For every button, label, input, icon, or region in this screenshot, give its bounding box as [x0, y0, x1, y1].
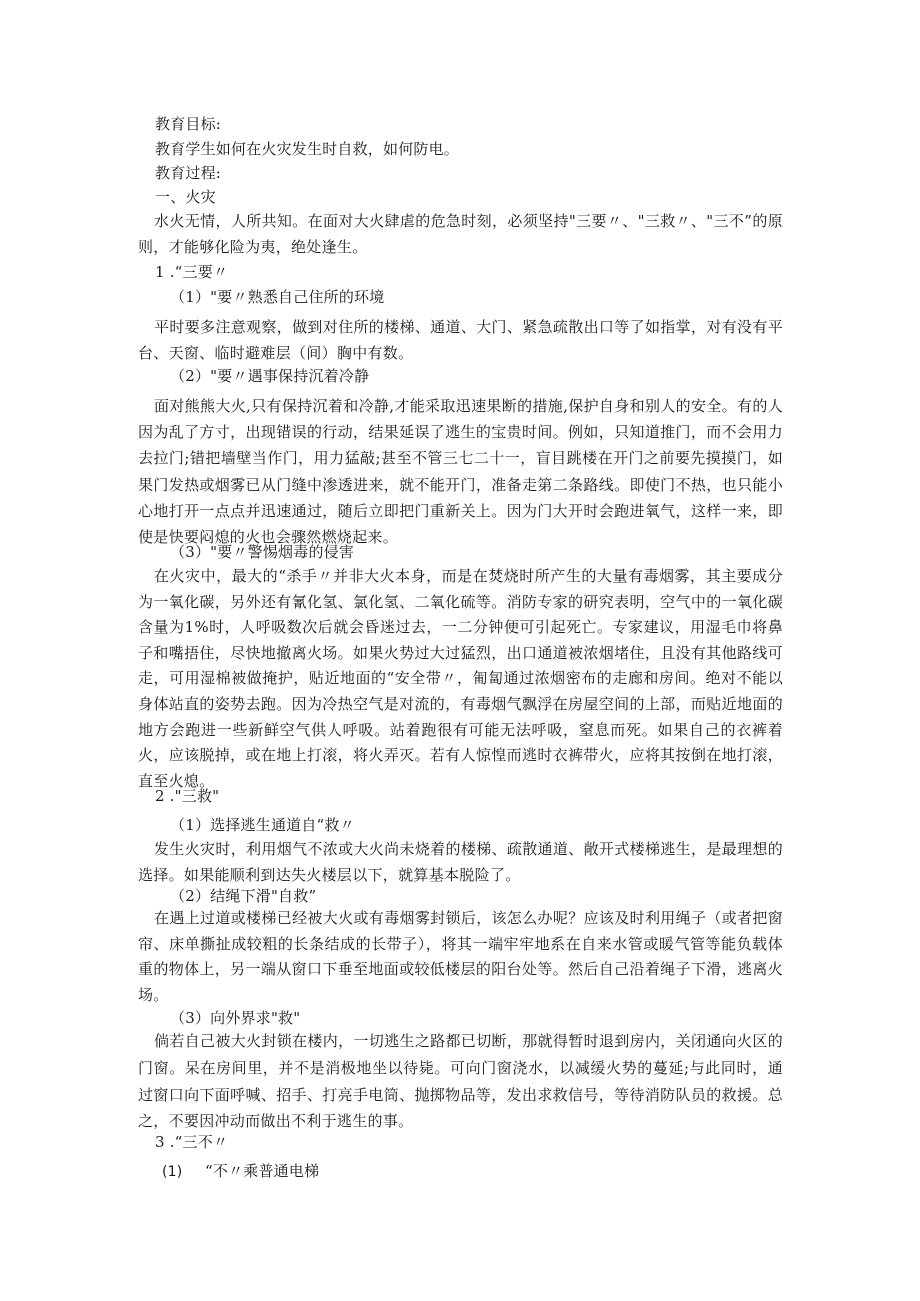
rescue-item-1-title: （1）选择逃生通道自“救〃 — [170, 816, 355, 834]
rescue-item-2-title: （2）结绳下滑"自救” — [170, 887, 317, 905]
rescue-item-2-text: 在遇上过道或楼梯已经被大火或有毒烟雾封锁后，该怎么办呢？应该及时利用绳子（或者把窗帘、床单撕扯成较粗的长条结成的长带子），将其一端牢牢地系在自来水管或暖气管等能负载体重的物体上，另一端从窗口下垂至地面或较低楼层的阳台处等。然后自己沿着绳子下滑，逃离火场。 — [138, 909, 783, 1004]
must-item-2-title: （2）"要〃遇事保持沉着冷静 — [170, 367, 370, 385]
must-item-3-text: 在火灾中，最大的“杀手〃并非大火本身，而是在焚烧时所产生的大量有毒烟雾，其主要成分为一氧化碳，另外还有氰化氢、氯化氢、二氧化硫等。消防专家的研究表明，空气中的一氧化碳含量为1%时，人呼吸数次后就会昏迷过去，一二分钟便可引起死亡。专家建议，用湿毛巾将鼻子和嘴捂住，尽快地撤离火场。如果火势过大过猛烈，出口通道被浓烟堵住，且没有其他路线可走，可用湿棉被做掩护，贴近地面的“安全带〃，匍匐通过浓烟密布的走廊和房间。绝对不能以身体站直的姿势去跑。因为冷热空气是对流的，有毒烟气飘浮在房屋空间的上部，而贴近地面的地方会跑进一些新鲜空气供人呼吸。站着跑很有可能无法呼吸，窒息而死。如果自己的衣裤着火，应该脱掉，或在地上打滚，将火弄灭。若有人惊惶而逃时衣裤带火，应将其按倒在地打滚，直至火熄。 — [138, 567, 783, 790]
must-item-2-text: 面对熊熊大火,只有保持沉着和冷静,才能采取迅速果断的措施,保护自身和别人的安全。有的人因为乱了方寸，出现错误的行动，结果延误了逃生的宝贵时间。例如，只知道推门，而不会用力去拉门;错把墙壁当作门，用力猛敲;甚至不管三七二十一，盲目跳楼在开门之前要先摸摸门，如果门发热或烟雾已从门缝中渗透进来，就不能开门，准备走第二条路线。即使门不热，也只能小心地打开一点点并迅速通过，随后立即把门重新关上。因为门大开时会跑进氧气，这样一来，即使是快要闷熄的火也会骤然燃烧起来。 — [138, 397, 783, 547]
intro-paragraph: 水火无情，人所共知。在面对大火肆虐的危急时刻，必须坚持"三要〃、"三救〃、"三不”的原则，才能够化险为夷，绝处逢生。 — [138, 212, 783, 257]
not-item-1-title: “不〃乘普通电梯 — [205, 1162, 320, 1180]
section-fire-heading: 一、火灾 — [155, 188, 216, 206]
rescue-item-3-title: （3）向外界求"救" — [170, 1009, 301, 1027]
must-item-1-text: 平时要多注意观察，做到对住所的楼梯、通道、大门、紧急疏散出口等了如指掌，对有没有平台、天窗、临时避难层（间）胸中有数。 — [138, 318, 783, 363]
three-not-heading: 3 .“三不〃 — [155, 1133, 229, 1151]
process-label: 教育过程: — [155, 164, 222, 182]
three-rescue-heading: 2 ."三救" — [155, 787, 220, 805]
goal-text: 教育学生如何在火灾发生时自救，如何防电。 — [155, 140, 460, 158]
must-item-1-title: （1）"要〃熟悉自己住所的环境 — [170, 288, 385, 306]
not-item-1-number: (1) — [162, 1164, 183, 1180]
goal-label: 教育目标: — [155, 115, 222, 133]
three-must-heading: 1 .“三要〃 — [155, 263, 229, 281]
rescue-item-1-text: 发生火灾时，利用烟气不浓或大火尚未烧着的楼梯、疏散通道、敞开式楼梯逃生，是最理想的选择。如果能顺利到达失火楼层以下，就算基本脱险了。 — [138, 840, 783, 885]
rescue-item-3-text: 倘若自己被大火封锁在楼内，一切逃生之路都已切断，那就得暂时退到房内，关闭通向火区的门窗。呆在房间里，并不是消极地坐以待毙。可向门窗浇水，以减缓火势的蔓延;与此同时，通过窗口向下面呼喊、招手、打亮手电筒、抛掷物品等，发出求救信号，等待消防队员的救援。总之，不要因冲动而做出不利于逃生的事。 — [138, 1032, 783, 1131]
must-item-3-title: （3）"要〃警惕烟毒的侵害 — [170, 543, 355, 561]
